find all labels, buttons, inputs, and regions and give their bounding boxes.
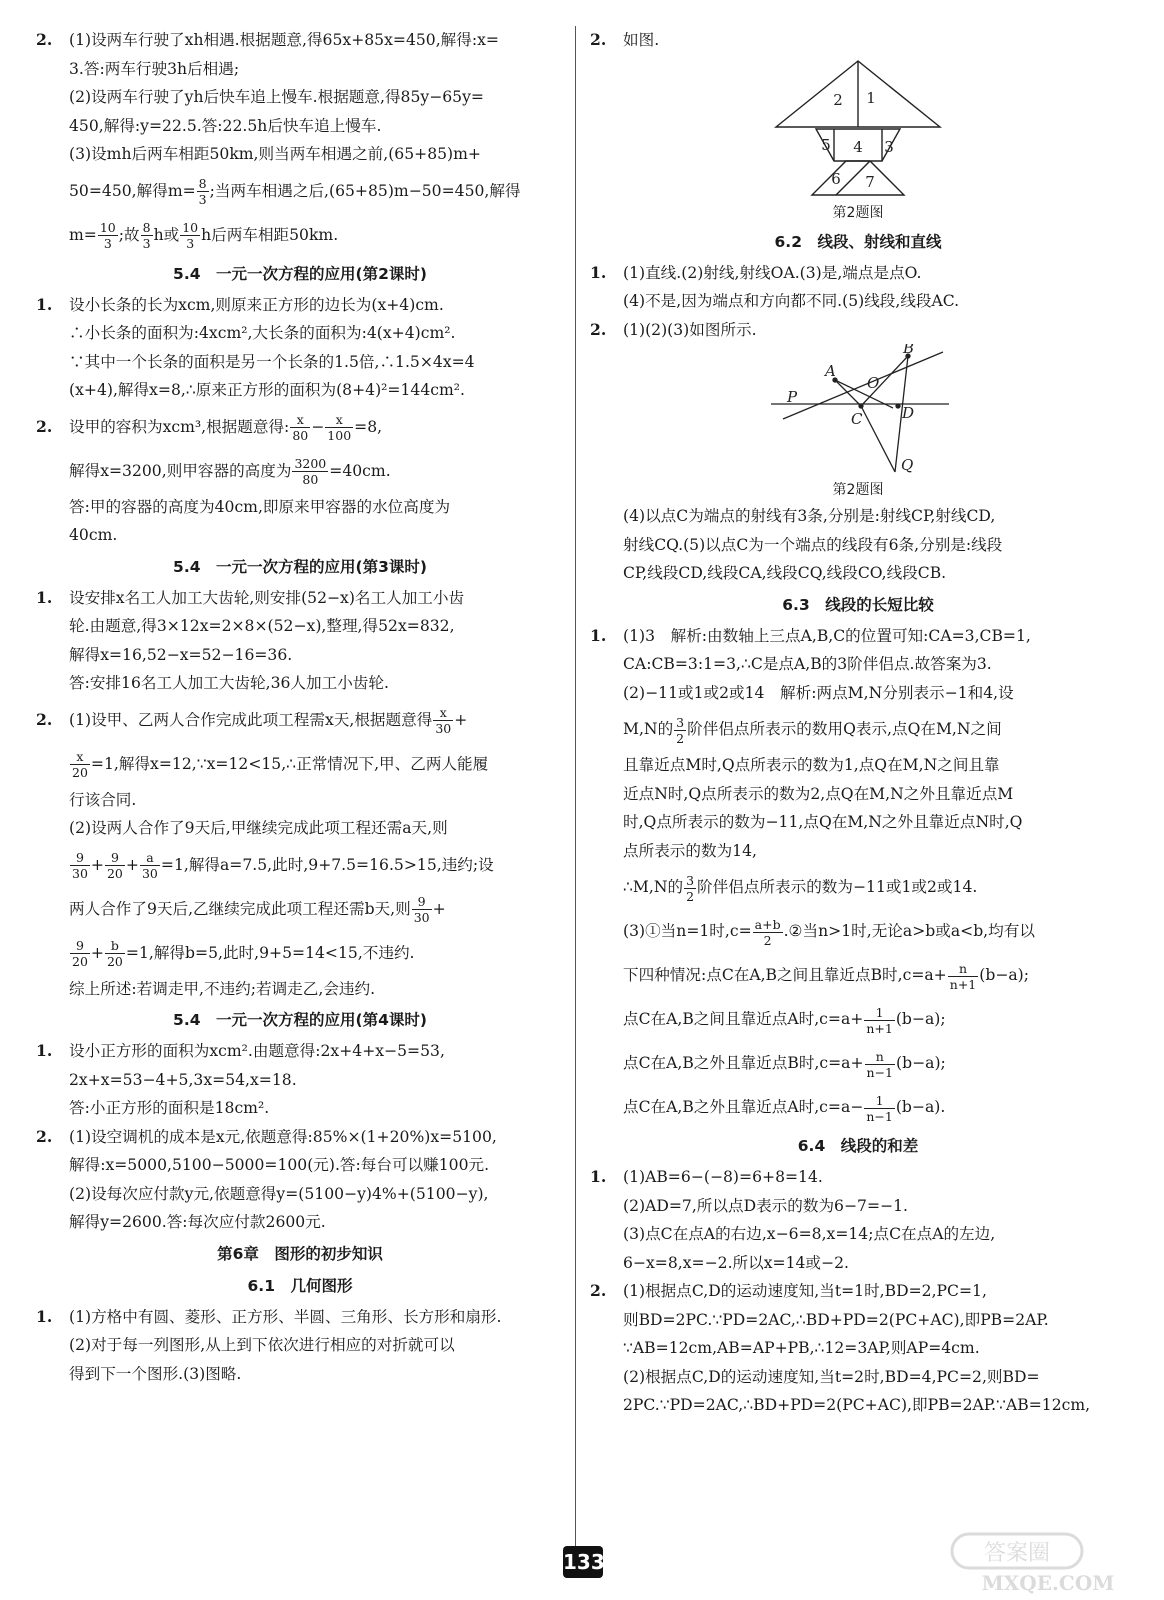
ray-CQ — [861, 406, 895, 472]
fraction: $\frac{a+b}{2}$ — [754, 916, 781, 948]
fraction: $\frac{n}{n+1}$ — [949, 960, 977, 992]
answer-line: 行该合同. — [69, 790, 137, 809]
answer-line: $\frac{9}{20}$ + $\frac{b}{20}$ =1,解得b=5,此时,9+5=14<15,不违约. — [72, 938, 415, 969]
section-heading: 5.4 一元一次方程的应用(第4课时) — [173, 1011, 427, 1029]
answer-line: (x+4),解得x=8,∴原来正方形的面积为(8+4)²=144cm². — [69, 381, 465, 399]
answer-line: (2)设两车行驶了yh后快车追上慢车.根据题意,得85y−65y= — [69, 88, 484, 106]
fraction: $\frac{x}{80}$ — [292, 412, 309, 443]
answer-line: 50=450,解得m= $\frac{8}{3}$ ;当两车相遇之后,(65+85)m−50=450,解得 — [69, 176, 521, 207]
answer-line: 答:安排16名工人加工大齿轮,36人加工小齿轮. — [69, 674, 389, 692]
section-heading: 6.2 线段、射线和直线 — [774, 232, 942, 251]
section-heading: 6.1 几何图形 — [247, 1276, 353, 1295]
answer-line: 射线CQ.(5)以点C为一个端点的线段有6条,分别是:线段 — [623, 535, 1003, 554]
lines-diagram — [763, 344, 953, 474]
answer-line: (2)对于每一列图形,从上到下依次进行相应的对折就可以 — [69, 1336, 455, 1354]
answer-line: 下四种情况:点C在A,B之间且靠近点B时,c=a+ $\frac{n}{n+1}$ (b−a); — [623, 960, 1030, 992]
fraction: $\frac{1}{n+1}$ — [866, 1004, 893, 1036]
fraction: $\frac{8}{3}$ — [142, 220, 151, 251]
answer-line: 2. (1)(2)(3)如图所示. — [590, 316, 1126, 345]
answer-line: 2. (1)根据点C,D的运动速度知,当t=1时,BD=2,PC=1, — [590, 1277, 1126, 1306]
question-number: 1. — [590, 625, 607, 645]
answer-line: 点C在A,B之外且靠近点A时,c=a− $\frac{1}{n-1}$ (b−a). — [623, 1092, 946, 1124]
answer-line: 点C在A,B之外且靠近点B时,c=a+ $\frac{n}{n-1}$ (b−a); — [623, 1048, 946, 1080]
answer-line: (2)设每次应付款y元,依题意得y=(5100−y)4%+(5100−y), — [69, 1184, 489, 1203]
answer-line: (2)AD=7,所以点D表示的数为6−7=−1. — [623, 1196, 908, 1215]
answer-line: 1. (1)AB=6−(−8)=6+8=14. — [590, 1163, 1126, 1192]
chapter-heading: 第6章 图形的初步知识 — [217, 1244, 383, 1263]
tangram-diagram — [758, 57, 958, 197]
section-heading: 6.3 线段的长短比较 — [782, 595, 934, 614]
answer-line: 解得x=16,52−x=52−16=36. — [69, 645, 293, 664]
answer-line: 2. (1)设甲、乙两人合作完成此项工程需x天,根据题意得 $\frac{x}{30}$ + — [36, 698, 564, 742]
answer-line: 得到下一个图形.(3)图略. — [69, 1364, 242, 1383]
answer-line: 2PC.∵PD=2AC,∴BD+PD=2(PC+AC),即PB=2AP.∵AB=12cm, — [623, 1396, 1091, 1414]
fraction: $\frac{n}{n-1}$ — [866, 1048, 894, 1080]
answer-line: 3.答:两车行驶3h后相遇; — [69, 59, 240, 78]
answer-line: 2x+x=53−4+5,3x=54,x=18. — [69, 1070, 297, 1089]
point-label: O — [867, 374, 880, 392]
answer-line: 2. 如图. — [590, 26, 1126, 55]
answer-line: 时,Q点所表示的数为−11,点Q在M,N之外且靠近点N时,Q — [623, 813, 1023, 831]
answer-line: 1. 设小正方形的面积为xcm².由题意得:2x+4+x−5=53, — [36, 1037, 564, 1066]
tangram-bottom — [812, 161, 904, 195]
fraction: $\frac{10}{3}$ — [182, 220, 199, 251]
answer-line: 两人合作了9天后,乙继续完成此项工程还需b天,则 $\frac{9}{30}$ + — [69, 894, 446, 925]
answer-line: 综上所述:若调走甲,不违约;若调走乙,会违约. — [69, 979, 376, 998]
answer-line: $\frac{x}{20}$ =1,解得x=12,∵x=12<15,∴正常情况下,甲、乙两人能履 — [72, 749, 489, 780]
answer-line: 2. 设甲的容积为xcm³,根据题意得: $\frac{x}{80}$ − $\frac{x}{100}$ =8, — [36, 405, 564, 449]
section-heading: 6.4 线段的和差 — [797, 1137, 919, 1155]
question-number: 2. — [590, 319, 607, 339]
fraction: $\frac{a}{30}$ — [141, 850, 158, 881]
question-number: 1. — [36, 1041, 53, 1060]
fraction: $\frac{9}{20}$ — [106, 850, 123, 881]
answer-line: 则BD=2PC.∵PD=2AC,∴BD+PD=2(PC+AC),即PB=2AP. — [623, 1310, 1049, 1329]
tangram-label: 7 — [865, 172, 875, 191]
answer-line: 1. (1)3 解析:由数轴上三点A,B,C的位置可知:CA=3,CB=1, — [590, 622, 1126, 651]
point-label: Q — [901, 456, 914, 474]
tangram-label: 6 — [831, 169, 841, 188]
answer-line: (2)设两人合作了9天后,甲继续完成此项工程还需a天,则 — [69, 819, 448, 837]
svg-text:MXQE.COM: MXQE.COM — [981, 1571, 1115, 1595]
answer-line: m= $\frac{10}{3}$ ;故 $\frac{8}{3}$ h或 $\frac{10}{3}$ h后两车相距50km. — [69, 220, 339, 251]
answer-line: ∴M,N的 $\frac{3}{2}$ 阶伴侣点所表示的数为−11或1或2或14. — [623, 872, 978, 904]
right-column — [590, 26, 1126, 1420]
answer-line: M,N的 $\frac{3}{2}$ 阶伴侣点所表示的数用Q表示,点Q在M,N之间 — [623, 714, 1002, 746]
figure-caption: 第2题图 — [832, 482, 884, 498]
point-label: A — [825, 362, 836, 380]
answer-line: 2. (1)设两车行驶了xh相遇.根据题意,得65x+85x=450,解得:x= — [36, 26, 564, 55]
answer-line: 答:甲的容器的高度为40cm,即原来甲容器的水位高度为 — [69, 497, 451, 516]
answer-line: $\frac{9}{30}$ + $\frac{9}{20}$ + $\frac{a}{30}$ =1,解得a=7.5,此时,9+7.5=16.5>15,违约;设 — [72, 850, 494, 881]
section-heading: 5.4 一元一次方程的应用(第2课时) — [173, 264, 427, 283]
fraction: $\frac{10}{3}$ — [99, 220, 116, 251]
answer-line: 1. (1)直线.(2)射线,射线OA.(3)是,端点是点O. — [590, 259, 1126, 288]
answer-line: ∴小长条的面积为:4xcm²,大长条的面积为:4(x+4)cm². — [69, 324, 456, 342]
answer-line: 轮.由题意,得3×12x=2×8×(52−x),整理,得52x=832, — [69, 617, 455, 635]
column-divider — [575, 26, 576, 1548]
answer-line: 答:小正方形的面积是18cm². — [69, 1099, 270, 1117]
answer-line: 1. 设安排x名工人加工大齿轮,则安排(52−x)名工人加工小齿 — [36, 584, 564, 613]
left-column — [36, 26, 564, 1388]
answer-line: 解得:x=5000,5100−5000=100(元).答:每台可以赚100元. — [69, 1156, 490, 1174]
answer-line: 2. (1)设空调机的成本是x元,依题意得:85%×(1+20%)x=5100, — [36, 1123, 564, 1152]
question-number: 1. — [36, 1306, 53, 1326]
fraction: $\frac{8}{3}$ — [198, 176, 207, 207]
fraction: $\frac{9}{30}$ — [72, 850, 88, 881]
answer-line: 点C在A,B之间且靠近点A时,c=a+ $\frac{1}{n+1}$ (b−a); — [623, 1004, 946, 1036]
fraction: $\frac{x}{30}$ — [435, 705, 452, 736]
figure-caption: 第2题图 — [832, 204, 884, 221]
answer-line: CP,线段CD,线段CA,线段CQ,线段CO,线段CB. — [623, 564, 947, 582]
question-number: 2. — [36, 709, 53, 729]
question-number: 2. — [590, 1281, 607, 1300]
tangram-label: 3 — [884, 137, 894, 156]
answer-line: 1. 设小长条的长为xcm,则原来正方形的边长为(x+4)cm. — [36, 291, 564, 320]
lines-figure — [590, 344, 1126, 502]
answer-line: 6−x=8,x=−2.所以x=14或−2. — [623, 1253, 849, 1272]
fraction: $\frac{9}{20}$ — [72, 938, 88, 969]
answer-line: 1. (1)方格中有圆、菱形、正方形、半圆、三角形、长方形和扇形. — [36, 1303, 564, 1332]
tangram-figure — [590, 57, 1126, 225]
tangram-label: 5 — [821, 135, 831, 154]
fraction: $\frac{1}{n-1}$ — [866, 1092, 893, 1124]
tangram-label: 4 — [853, 137, 863, 156]
question-number: 1. — [36, 294, 53, 314]
point-label: C — [851, 410, 863, 428]
answer-line: CA:CB=3:1=3,∴C是点A,B的3阶伴侣点.故答案为3. — [623, 655, 992, 673]
answer-line: 近点N时,Q点所表示的数为2,点Q在M,N之外且靠近点M — [623, 784, 1014, 803]
answer-line: (3)①当n=1时,c= $\frac{a+b}{2}$ .②当n>1时,无论a>b或a<b,均有以 — [623, 916, 1035, 948]
section-heading: 5.4 一元一次方程的应用(第3课时) — [173, 557, 427, 576]
answer-line: 40cm. — [69, 526, 118, 544]
answer-line: ∵其中一个长条的面积是另一个长条的1.5倍,∴1.5×4x=4 — [69, 352, 475, 371]
watermark-logo — [948, 1530, 1148, 1596]
answer-line: 解得x=3200,则甲容器的高度为 $\frac{3200}{80}$ =40cm. — [69, 456, 391, 487]
page-number: 133 — [563, 1546, 603, 1578]
answer-line: 450,解得:y=22.5.答:22.5h后快车追上慢车. — [69, 116, 382, 135]
answer-line: (3)点C在点A的右边,x−6=8,x=14;点C在点A的左边, — [623, 1225, 996, 1243]
fraction: $\frac{x}{20}$ — [72, 749, 88, 780]
answer-line: ∵AB=12cm,AB=AP+PB,∴12=3AP,则AP=4cm. — [623, 1339, 980, 1357]
answer-line: (2)−11或1或2或14 解析:两点M,N分别表示−1和4,设 — [623, 683, 1014, 702]
question-number: 2. — [590, 30, 607, 49]
tangram-label: 1 — [866, 88, 876, 107]
svg-text:答案圈: 答案圈 — [983, 1541, 1051, 1566]
fraction: $\frac{9}{30}$ — [413, 894, 430, 925]
question-number: 2. — [36, 416, 53, 436]
answer-line: (4)不是,因为端点和方向都不同.(5)线段,线段AC. — [623, 292, 960, 310]
point-label: P — [787, 388, 798, 406]
answer-line: 点所表示的数为14, — [623, 841, 757, 860]
question-number: 1. — [590, 262, 607, 282]
fraction: $\frac{3}{2}$ — [676, 714, 685, 746]
tangram-label: 2 — [833, 90, 843, 109]
point-label: B — [903, 344, 915, 357]
answer-line: 解得y=2600.答:每次应付款2600元. — [69, 1213, 326, 1231]
question-number: 1. — [36, 587, 53, 607]
question-number: 2. — [36, 30, 53, 49]
fraction: $\frac{x}{100}$ — [327, 412, 352, 443]
point-label: D — [902, 404, 915, 422]
question-number: 2. — [36, 1126, 53, 1146]
answer-line: (3)设mh后两车相距50km,则当两车相遇之前,(65+85)m+ — [69, 145, 481, 163]
fraction: $\frac{b}{20}$ — [106, 938, 123, 969]
answer-line: (2)根据点C,D的运动速度知,当t=2时,BD=4,PC=2,则BD= — [623, 1367, 1040, 1386]
fraction: $\frac{3200}{80}$ — [294, 456, 327, 487]
answer-line: 且靠近点M时,Q点所表示的数为1,点Q在M,N之间且靠 — [623, 756, 1000, 774]
answer-line: (4)以点C为端点的射线有3条,分别是:射线CP,射线CD, — [623, 507, 996, 525]
question-number: 1. — [590, 1167, 607, 1186]
segment-AC — [835, 380, 861, 406]
fraction: $\frac{3}{2}$ — [686, 872, 695, 904]
